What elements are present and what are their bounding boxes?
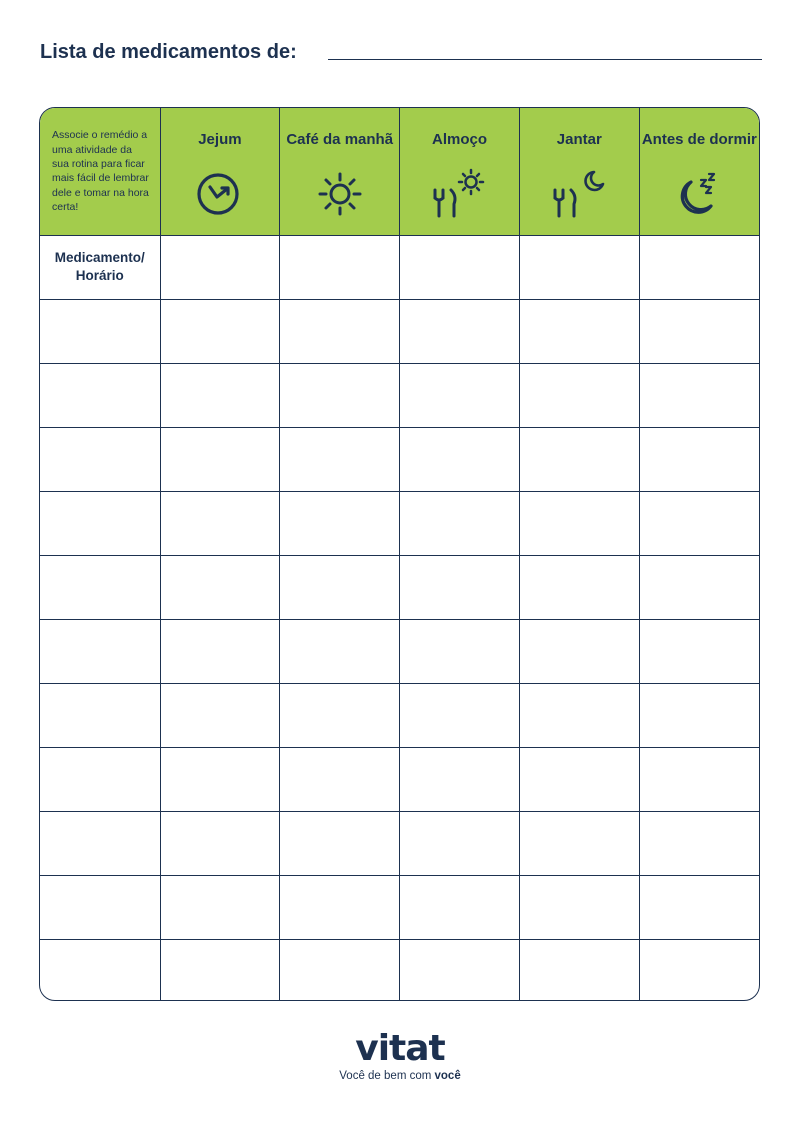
table-cell[interactable] bbox=[280, 363, 400, 427]
row-label: Medicamento/ Horário bbox=[54, 250, 145, 283]
table-cell[interactable] bbox=[519, 491, 639, 555]
table-cell[interactable] bbox=[280, 939, 400, 1001]
table-cell[interactable] bbox=[160, 491, 280, 555]
table-row bbox=[40, 939, 759, 1001]
table-cell[interactable] bbox=[400, 427, 520, 491]
table-cell[interactable] bbox=[400, 235, 520, 299]
column-label: Antes de dormir bbox=[641, 131, 757, 148]
table-row bbox=[40, 683, 759, 747]
sun-icon bbox=[316, 168, 364, 220]
medication-name-cell[interactable] bbox=[40, 363, 160, 427]
table-cell[interactable] bbox=[639, 555, 759, 619]
table-cell[interactable] bbox=[400, 555, 520, 619]
table-cell[interactable] bbox=[280, 875, 400, 939]
table-cell[interactable] bbox=[519, 683, 639, 747]
column-label: Jejum bbox=[198, 131, 242, 148]
table-cell[interactable] bbox=[280, 747, 400, 811]
table-row bbox=[40, 555, 759, 619]
table-cell[interactable] bbox=[639, 235, 759, 299]
table-row bbox=[40, 875, 759, 939]
column-header-jantar bbox=[519, 108, 639, 235]
medication-name-cell[interactable] bbox=[40, 491, 160, 555]
medication-name-cell[interactable] bbox=[40, 875, 160, 939]
table-cell[interactable] bbox=[639, 875, 759, 939]
table-cell[interactable] bbox=[280, 299, 400, 363]
medication-name-cell[interactable] bbox=[40, 619, 160, 683]
footer bbox=[0, 1030, 800, 1082]
table-cell[interactable] bbox=[160, 747, 280, 811]
table-row bbox=[40, 363, 759, 427]
medication-name-cell[interactable] bbox=[40, 683, 160, 747]
table-cell[interactable] bbox=[400, 491, 520, 555]
table-cell[interactable] bbox=[639, 427, 759, 491]
table-cell[interactable] bbox=[400, 619, 520, 683]
sleep-moon-icon bbox=[673, 168, 725, 220]
table-cell[interactable] bbox=[519, 939, 639, 1001]
table-cell[interactable] bbox=[160, 363, 280, 427]
table-cell[interactable] bbox=[400, 939, 520, 1001]
table-row bbox=[40, 235, 759, 299]
table-cell[interactable] bbox=[400, 875, 520, 939]
tagline-emphasis: você bbox=[434, 1070, 461, 1082]
table-row bbox=[40, 491, 759, 555]
table-row bbox=[40, 299, 759, 363]
vitat-logo bbox=[355, 1030, 445, 1068]
table-cell[interactable] bbox=[160, 427, 280, 491]
table-cell[interactable] bbox=[639, 491, 759, 555]
table-cell[interactable] bbox=[400, 299, 520, 363]
medication-name-cell[interactable] bbox=[40, 811, 160, 875]
cutlery-moon-icon bbox=[551, 168, 607, 220]
table-row bbox=[40, 427, 759, 491]
tagline bbox=[0, 1070, 800, 1082]
table-cell[interactable] bbox=[280, 235, 400, 299]
column-header-jejum bbox=[160, 108, 280, 235]
table-cell[interactable] bbox=[400, 683, 520, 747]
table-cell[interactable] bbox=[280, 555, 400, 619]
table-cell[interactable] bbox=[160, 939, 280, 1001]
row-label-cell bbox=[40, 235, 160, 299]
column-label: Almoço bbox=[431, 131, 487, 148]
table-cell[interactable] bbox=[519, 555, 639, 619]
column-label: Café da manhã bbox=[286, 131, 394, 148]
table-cell[interactable] bbox=[519, 235, 639, 299]
table-row bbox=[40, 747, 759, 811]
table-cell[interactable] bbox=[639, 299, 759, 363]
tagline-prefix: Você de bem com bbox=[339, 1070, 435, 1082]
table-cell[interactable] bbox=[639, 747, 759, 811]
column-header-antes-de-dormir bbox=[639, 108, 759, 235]
table-cell[interactable] bbox=[160, 299, 280, 363]
column-header-almoco bbox=[400, 108, 520, 235]
medication-name-cell[interactable] bbox=[40, 427, 160, 491]
table-cell[interactable] bbox=[280, 427, 400, 491]
table-cell[interactable] bbox=[639, 683, 759, 747]
table-cell[interactable] bbox=[519, 811, 639, 875]
table-cell[interactable] bbox=[400, 747, 520, 811]
table-cell[interactable] bbox=[280, 619, 400, 683]
table-cell[interactable] bbox=[400, 811, 520, 875]
table-cell[interactable] bbox=[639, 811, 759, 875]
column-header-cafe-da-manha bbox=[280, 108, 400, 235]
table-cell[interactable] bbox=[280, 491, 400, 555]
table-row bbox=[40, 811, 759, 875]
title-row bbox=[40, 40, 762, 64]
table-cell[interactable] bbox=[519, 427, 639, 491]
medication-table bbox=[39, 107, 760, 1001]
name-fill-line[interactable] bbox=[328, 59, 762, 60]
medication-name-cell[interactable] bbox=[40, 747, 160, 811]
table-cell[interactable] bbox=[160, 875, 280, 939]
clock-icon bbox=[196, 168, 244, 220]
table-cell[interactable] bbox=[280, 811, 400, 875]
table-cell[interactable] bbox=[160, 619, 280, 683]
medication-name-cell[interactable] bbox=[40, 299, 160, 363]
table-row bbox=[40, 619, 759, 683]
cutlery-sun-icon bbox=[431, 168, 487, 220]
table-cell[interactable] bbox=[639, 939, 759, 1001]
medication-name-cell[interactable] bbox=[40, 555, 160, 619]
hint-text: Associe o remédio a uma atividade da sua rotina para ficar mais fácil de lembrar dele e tomar na hora certa! bbox=[52, 129, 149, 213]
table-cell[interactable] bbox=[519, 363, 639, 427]
table-cell[interactable] bbox=[519, 747, 639, 811]
table-cell[interactable] bbox=[639, 363, 759, 427]
medication-name-cell[interactable] bbox=[40, 939, 160, 1001]
hint-cell bbox=[40, 108, 160, 235]
table-cell[interactable] bbox=[519, 299, 639, 363]
table-cell[interactable] bbox=[519, 875, 639, 939]
table-cell[interactable] bbox=[160, 811, 280, 875]
table-cell[interactable] bbox=[160, 683, 280, 747]
page-title: Lista de medicamentos de: bbox=[40, 41, 297, 63]
table-cell[interactable] bbox=[160, 555, 280, 619]
table-cell[interactable] bbox=[160, 235, 280, 299]
table-cell[interactable] bbox=[639, 619, 759, 683]
table-cell[interactable] bbox=[519, 619, 639, 683]
table-cell[interactable] bbox=[280, 683, 400, 747]
table-cell[interactable] bbox=[400, 363, 520, 427]
brand-name: vitat bbox=[355, 1028, 445, 1069]
table-header-row bbox=[40, 108, 759, 235]
column-label: Jantar bbox=[556, 131, 602, 148]
